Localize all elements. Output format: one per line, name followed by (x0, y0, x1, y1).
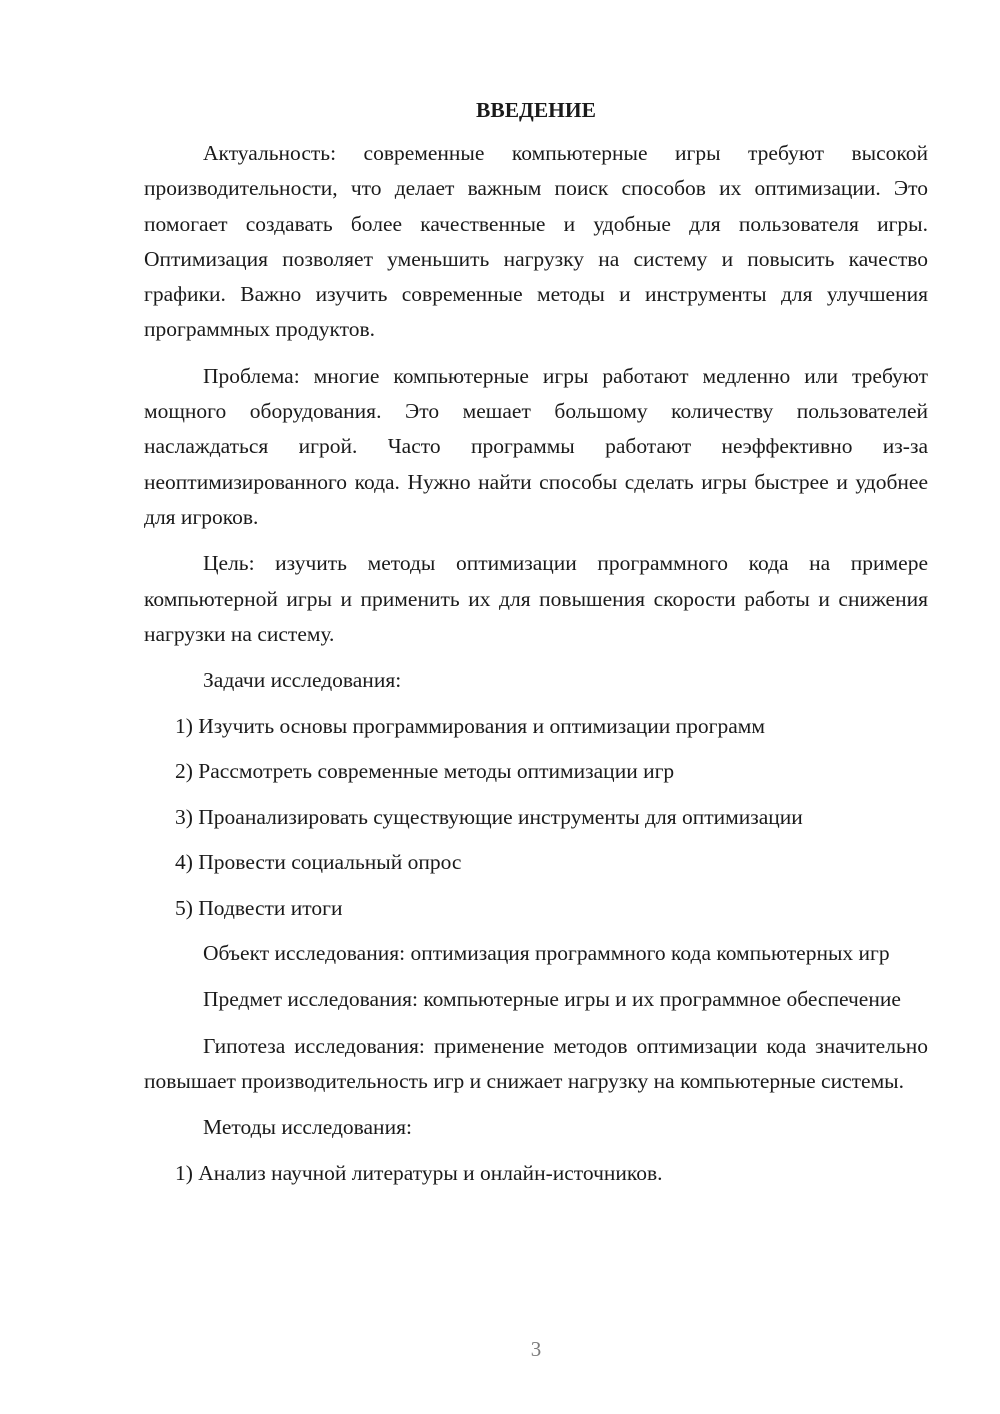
tasks-list (144, 709, 928, 926)
relevance-paragraph: Актуальность: современные компьютерные игры требуют высокой производительности, что делает важным поиск способов их оптимизации. Это помогает создавать более качественные и удобные для пользователя игры. Оптимизация позволяет уменьшить нагрузку на систему и повысить качество графики. Важно изучить современные методы и инструменты для улучшения программных продуктов. (144, 141, 928, 342)
task-item: 4) Провести социальный опрос (175, 850, 462, 875)
task-item: 3) Проанализировать существующие инструменты для оптимизации (175, 804, 803, 829)
section-title: ВВЕДЕНИЕ (476, 98, 596, 122)
problem-paragraph: Проблема: многие компьютерные игры работают медленно или требуют мощного оборудования. Это мешает большому количеству пользователей наслаждаться игрой. Часто программы работают неэффективно из-за неоптимизированного кода. Нужно найти способы сделать игры быстрее и удобнее для игроков. (144, 363, 928, 529)
task-item: 2) Рассмотреть современные методы оптимизации игр (175, 759, 675, 784)
methods-heading: Методы исследования: (203, 1115, 412, 1140)
document-page (144, 95, 928, 1201)
subject-paragraph: Предмет исследования: компьютерные игры и их программное обеспечение (203, 987, 901, 1012)
page-number: 3 (530, 1337, 542, 1361)
task-item: 1) Изучить основы программирования и оптимизации программ (175, 713, 765, 738)
goal-paragraph: Цель: изучить методы оптимизации программного кода на примере компьютерной игры и применить их для повышения скорости работы и снижения нагрузки на систему. (144, 551, 928, 646)
methods-list (144, 1156, 928, 1191)
method-item: 1) Анализ научной литературы и онлайн-источников. (175, 1160, 663, 1185)
object-paragraph: Объект исследования: оптимизация программного кода компьютерных игр (203, 941, 890, 966)
task-item: 5) Подвести итоги (175, 895, 343, 920)
hypothesis-paragraph: Гипотеза исследования: применение методов оптимизации кода значительно повышает производительность игр и снижает нагрузку на компьютерные системы. (144, 1033, 928, 1094)
tasks-heading: Задачи исследования: (203, 668, 402, 693)
